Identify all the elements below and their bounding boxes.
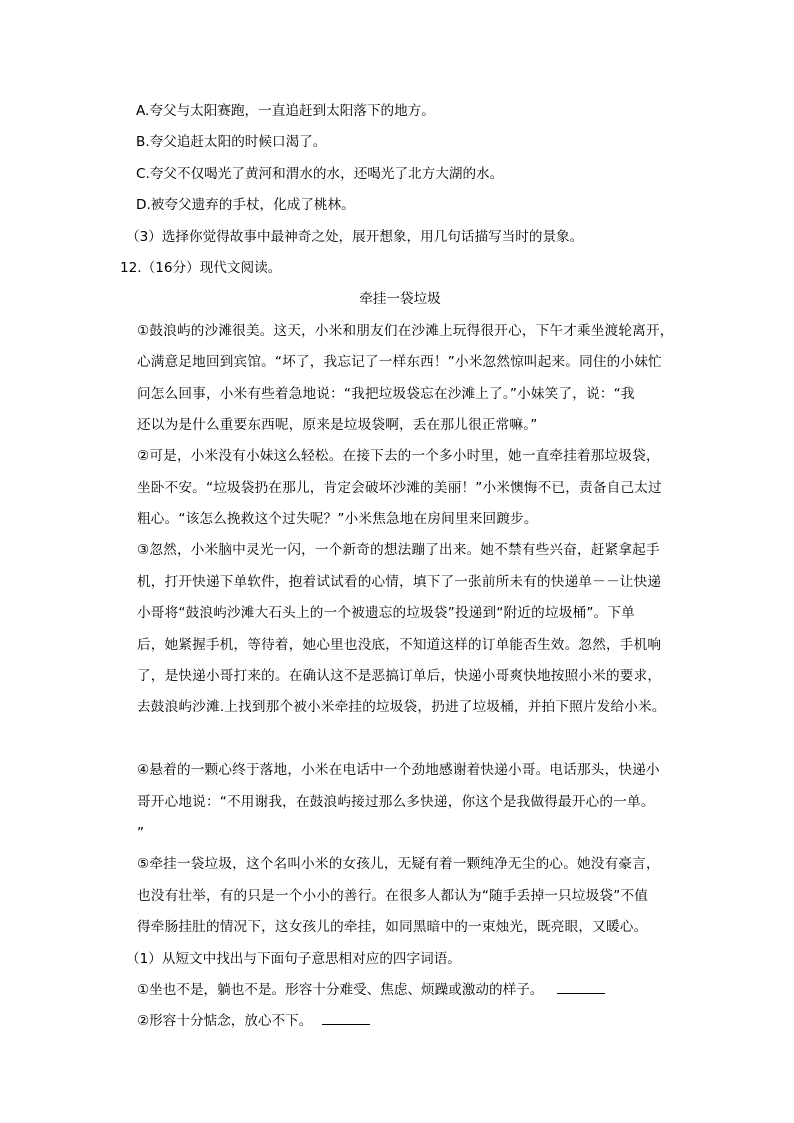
question-12-sub1-prompt: （1）从短文中找出与下面句子意思相对应的四字词语。 [126, 950, 461, 967]
answer-blank[interactable] [322, 1010, 370, 1025]
paragraph-2 [120, 441, 680, 535]
question-12-heading: 12.（16分）现代文阅读。 [120, 259, 282, 276]
paragraph-line: 也没有壮举，有的只是一个小小的善行。在很多人都认为“随手丢掉一只垃圾袋”不值 [137, 887, 649, 904]
paragraph-4 [120, 755, 680, 849]
paragraph-line: 机，打开快递下单软件，抱着试试看的心情，填下了一张前所未有的快递单－－让快递 [137, 573, 662, 590]
paragraph-line: 了，是快递小哥打来的。在确认这不是恶搞订单后，快递小哥爽快地按照小米的要求， [137, 668, 662, 685]
item-text: ①坐也不是，躺也不是。形容十分难受、焦虑、烦躁或激动的样子。 [137, 981, 544, 998]
paragraph-line: 后，她紧握手机，等待着，她心里也没底，不知道这样的订单能否生效。忽然，手机响 [137, 636, 662, 653]
question-12-sub1-item-1 [120, 975, 680, 1006]
answer-blank[interactable] [557, 979, 605, 994]
option-c: C.夸父不仅喝光了黄河和渭水的水，还喝光了北方大湖的水。 [136, 165, 504, 182]
question-11-sub3: （3）选择你觉得故事中最神奇之处，展开想象，用几句话描写当时的景象。 [126, 228, 584, 245]
option-d: D.被夸父遗弃的手杖，化成了桃林。 [136, 197, 355, 214]
paragraph-line: 坐卧不安。“垃圾袋扔在那儿，肯定会破坏沙滩的美丽！”小米懊悔不已，责备自己太过 [137, 479, 662, 496]
paragraph-line: 心满意足地回到宾馆。“坏了，我忘记了一样东西！”小米忽然惊叫起来。同住的小妹忙 [137, 354, 662, 371]
paragraph-line: 问怎么回事，小米有些着急地说：“我把垃圾袋忘在沙滩上了。”小妹笑了，说：“我 [137, 385, 635, 402]
question-12-sub1-item-2 [120, 1006, 680, 1037]
paragraph-line: ④悬着的一颗心终于落地，小米在电话中一个劲地感谢着快递小哥。电话那头，快递小 [137, 762, 660, 779]
paragraph-line: ” [137, 824, 145, 841]
paragraph-line: ③忽然，小米脑中灵光一闪，一个新奇的想法蹦了出来。她不禁有些兴奋，赶紧拿起手 [137, 542, 660, 559]
paragraph-1 [120, 316, 680, 442]
paragraph-3 [120, 535, 680, 723]
paragraph-line: 还以为是什么重要东西呢，原来是垃圾袋啊，丢在那儿很正常嘛。” [137, 416, 538, 433]
paragraph-5 [120, 849, 680, 943]
paragraph-line: 得牵肠挂肚的情况下，这女孩儿的牵挂，如同黑暗中的一束烛光，既亮眼，又暖心。 [137, 919, 648, 936]
blank-line [120, 724, 680, 755]
page-content [120, 96, 680, 1038]
option-b: B.夸父追赶太阳的时候口渴了。 [136, 134, 327, 151]
paragraph-line: ①鼓浪屿的沙滩很美。这天，小米和朋友们在沙滩上玩得很开心，下午才乘坐渡轮离开， [137, 322, 674, 339]
paragraph-line: ②可是，小米没有小妹这么轻松。在接下去的一个多小时里，她一直牵挂着那垃圾袋， [137, 448, 660, 465]
paragraph-line: 小哥将“鼓浪屿沙滩大石头上的一个被遗忘的垃圾袋”投递到“附近的垃圾桶”。下单 [137, 605, 635, 622]
paragraph-line: ⑤牵挂一袋垃圾，这个名叫小米的女孩儿，无疑有着一颗纯净无尘的心。她没有豪言， [137, 856, 660, 873]
paragraph-line: 去鼓浪屿沙滩.上找到那个被小米牵挂的垃圾袋，扔进了垃圾桶，并拍下照片发给小米。 [137, 699, 666, 716]
article-title: 牵挂一袋垃圾 [359, 291, 441, 308]
paragraph-line: 哥开心地说：“不用谢我，在鼓浪屿接过那么多快递，你这个是我做得最开心的一单。 [137, 793, 655, 810]
option-a: A.夸父与太阳赛跑，一直追赶到太阳落下的地方。 [136, 103, 435, 119]
paragraph-line: 粗心。“该怎么挽救这个过失呢？”小米焦急地在房间里来回踱步。 [137, 511, 538, 528]
item-text: ②形容十分惦念，放心不下。 [137, 1013, 313, 1030]
